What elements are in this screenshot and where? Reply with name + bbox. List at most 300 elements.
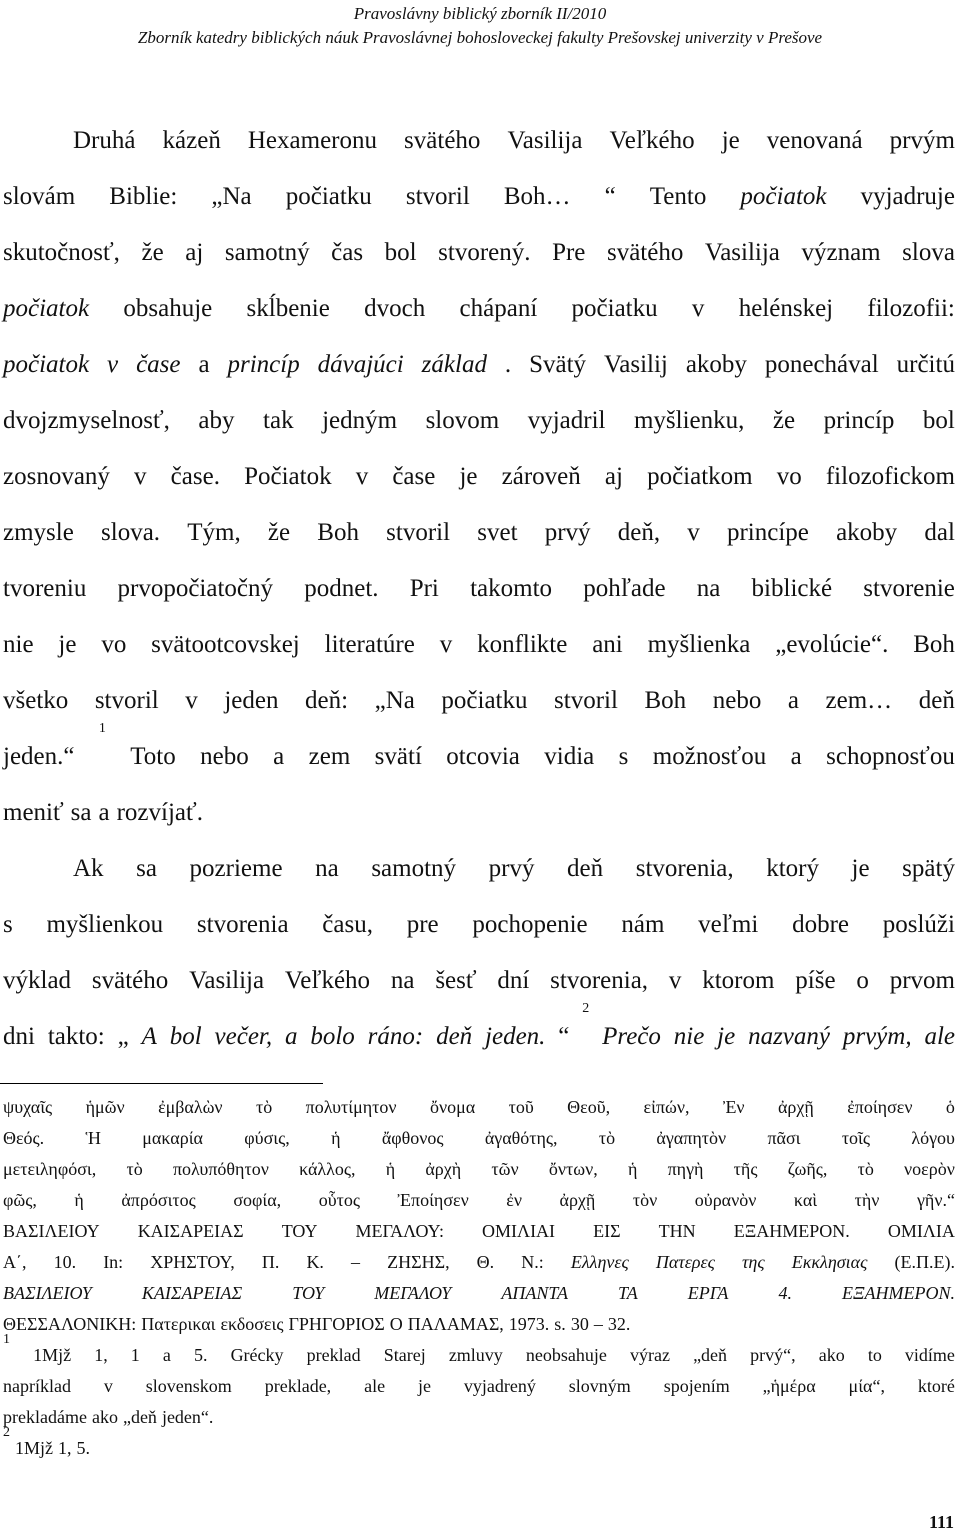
word: tak [263, 407, 294, 434]
word: stvorenia, [550, 967, 649, 994]
word: ὄντων, [548, 1159, 598, 1179]
word: slovom [425, 407, 500, 434]
word: Κ. [306, 1252, 324, 1272]
word: ΤΑ [618, 1283, 638, 1303]
word: deň [918, 687, 955, 714]
word: v [107, 351, 119, 378]
word: 4. [778, 1283, 792, 1303]
word: bolo [310, 1023, 355, 1050]
word: ponechával [764, 351, 879, 378]
word: o [856, 967, 869, 994]
word: καὶ [793, 1190, 818, 1210]
word: Ἐν [722, 1097, 745, 1117]
body-line [3, 897, 955, 953]
word: Vasilija [189, 967, 265, 994]
word: 10. [53, 1252, 77, 1272]
word: bol [169, 1023, 202, 1050]
word: čase [392, 463, 436, 490]
word: ἀρχῇ [777, 1097, 814, 1117]
word: svätí [374, 743, 422, 770]
word: 32. [607, 1314, 631, 1334]
word: Toto [130, 743, 176, 770]
word: základ [421, 351, 487, 378]
word: Boh [913, 631, 955, 658]
word: “ [558, 1023, 570, 1050]
word: Θεοῦ, [567, 1097, 611, 1117]
word: s [3, 911, 13, 938]
word: τὸ [126, 1159, 143, 1179]
word: ἐμβαλὼν [158, 1097, 223, 1117]
word: v [185, 687, 198, 714]
word: ΟΜΙΛΙΑ [887, 1221, 955, 1241]
word: v [103, 1376, 113, 1396]
word: ἀγαπητὸν [656, 1128, 727, 1148]
word: stvoril [405, 183, 470, 210]
word: myšlienku, [633, 407, 745, 434]
word: 5. [193, 1345, 208, 1365]
word: zmluvy [448, 1345, 503, 1365]
word: a [273, 743, 285, 770]
word: πολυπόθητον [172, 1159, 269, 1179]
word: ΒΑΣΙΛΕΙΟΥ [3, 1221, 100, 1241]
word: samotný [371, 855, 457, 882]
word: nazvaný [748, 1023, 830, 1050]
word: Tento [649, 183, 707, 210]
footnote-line [3, 1216, 955, 1247]
word: τὸ [857, 1159, 874, 1179]
body-line [3, 673, 955, 729]
word: svätootcovskej [151, 631, 300, 658]
word: Pri [409, 575, 439, 602]
word: „ἡμέρα [762, 1376, 816, 1396]
word: „Na [374, 687, 415, 714]
word: bol [384, 239, 417, 266]
footnote-ref: 2 [582, 1001, 590, 1016]
word: Starej [383, 1345, 426, 1365]
word: Π. [261, 1252, 280, 1272]
word: Πατερες [655, 1252, 715, 1272]
word: deň: [305, 687, 349, 714]
word: – [593, 1314, 603, 1334]
word: samotný [224, 239, 310, 266]
word: aby [198, 407, 235, 434]
word: ako [818, 1345, 845, 1365]
word: Πατερικαι [141, 1314, 216, 1334]
word: Veľkého [284, 967, 371, 994]
word: princípe [726, 519, 809, 546]
word: ἄφθονος [381, 1128, 444, 1148]
word: slova [902, 239, 955, 266]
word: aj [185, 239, 204, 266]
word: rozvíjať. [116, 799, 203, 826]
word: princíp [823, 407, 895, 434]
word: Prečo [602, 1023, 661, 1050]
word: ráno: [367, 1023, 424, 1050]
word: ΜΕΓΑΛΟΥ: [355, 1221, 444, 1241]
word: určitú [896, 351, 955, 378]
journal-title: Pravoslávny biblický zborník II/2010 [353, 4, 607, 23]
word: οὗτος [318, 1190, 360, 1210]
word: svätého [606, 239, 684, 266]
word: skĺbenie [246, 295, 330, 322]
word: ΓΡΗΓΟΡΙΟΣ [288, 1314, 385, 1334]
word: je [417, 1376, 431, 1396]
word: εἰπών, [643, 1097, 690, 1117]
word: nám [621, 911, 665, 938]
word: 5. [76, 1438, 90, 1458]
word: slovenskom [145, 1376, 232, 1396]
word: šesť [435, 967, 477, 994]
word: γῆν.“ [916, 1190, 955, 1210]
word: Vasilij [603, 351, 668, 378]
word: počiatok [740, 183, 827, 210]
word: prvým, [842, 1023, 912, 1050]
word: to [867, 1345, 882, 1365]
word: οὐρανὸν [694, 1190, 757, 1210]
word: τοῦ [508, 1097, 534, 1117]
word: počiatku [571, 295, 658, 322]
word: slovám [3, 183, 76, 210]
word: (Ε.Π.Ε). [894, 1252, 955, 1272]
word: chápaní [459, 295, 538, 322]
body-line [3, 953, 955, 1009]
journal-subtitle: Zborník katedry biblických náuk Pravoslávnej bohosloveckej fakulty Prešovskej univerzity v Prešove [137, 28, 823, 47]
word: ψυχαῖς [3, 1097, 53, 1117]
body-line [3, 113, 955, 169]
word: εκδοσεις [220, 1314, 284, 1334]
word: čase. [170, 463, 220, 490]
word: na [390, 967, 415, 994]
word: a [98, 799, 110, 826]
word: vo [101, 631, 127, 658]
word: A [141, 1023, 157, 1050]
word: zároveň [501, 463, 581, 490]
word: princíp [227, 351, 300, 378]
word: Α΄, [3, 1252, 27, 1272]
word: Θ. [476, 1252, 495, 1272]
word: πολυτίμητον [305, 1097, 397, 1117]
footnote-line [3, 1185, 955, 1216]
running-header [0, 2, 960, 50]
word: ἡ [331, 1128, 341, 1148]
word: venovaná [766, 127, 863, 154]
footnote-line [3, 1154, 955, 1185]
word: dvoch [364, 295, 426, 322]
word: svätého [404, 127, 481, 154]
footnote-divider [0, 1083, 323, 1084]
word: Veľkého [609, 127, 695, 154]
word: Ἐποίησεν [397, 1190, 469, 1210]
word: helénskej [738, 295, 834, 322]
word: stvorenia [196, 911, 289, 938]
word: akoby [836, 519, 898, 546]
word: je [58, 631, 77, 658]
footnote-ref: 1 [3, 1332, 10, 1347]
word: sa [136, 855, 157, 882]
footnotes [3, 1092, 955, 1464]
word: ΚΑΙΣΑΡΕΙΑΣ [141, 1283, 243, 1303]
word: ktorý [766, 855, 819, 882]
word: Počiatok [244, 463, 332, 490]
word: . [504, 351, 512, 378]
word: pohľade [583, 575, 666, 602]
word: v [668, 967, 682, 994]
word: 1 [130, 1345, 140, 1365]
word: Ak [73, 855, 104, 882]
word: je [721, 127, 740, 154]
body-line [3, 721, 955, 785]
word: s. [554, 1314, 566, 1334]
word: ἡμῶν [85, 1097, 125, 1117]
word: stvorený. [438, 239, 531, 266]
footnote-ref: 2 [3, 1425, 10, 1440]
word: φῶς, [3, 1190, 37, 1210]
footnote-line [3, 1402, 955, 1433]
word: píše [795, 967, 836, 994]
word: dvojzmyselnosť, [3, 407, 170, 434]
word: večer, [214, 1023, 273, 1050]
word: Boh… [503, 183, 571, 210]
word: slovným [568, 1376, 631, 1396]
word: nie [673, 1023, 705, 1050]
word: prvopočiatočný [117, 575, 274, 602]
word: v [687, 519, 700, 546]
word: vidia [544, 743, 595, 770]
word: τὸ [255, 1097, 273, 1117]
word: literatúre [324, 631, 415, 658]
word: Εκκλησιας [791, 1252, 868, 1272]
word: μία“, [848, 1376, 885, 1396]
word: význam [801, 239, 881, 266]
word: της [741, 1252, 765, 1272]
word: v [439, 631, 453, 658]
body-line [3, 1001, 955, 1065]
word: 1Mjž [15, 1438, 53, 1458]
word: stvorenia, [635, 855, 734, 882]
word: Ελληνες [570, 1252, 629, 1272]
word: ΕΡΓΑ [687, 1283, 729, 1303]
body-line [3, 393, 955, 449]
word: s [618, 743, 629, 770]
word: ἀρχῇ [559, 1190, 596, 1210]
word: v [355, 463, 369, 490]
word: ΜΕΓΑΛΟΥ [374, 1283, 452, 1303]
word: skutočnosť, [3, 239, 120, 266]
word: schopnosťou [826, 743, 955, 770]
footnote-ref: 1 [98, 721, 106, 736]
word: stvoril [386, 519, 451, 546]
body-line [3, 505, 955, 561]
word: τὸν [632, 1190, 658, 1210]
footnote-line [3, 1332, 955, 1371]
body-line [3, 617, 955, 673]
word: ΤΟΥ [292, 1283, 325, 1303]
word: ktoré [917, 1376, 955, 1396]
word: meniť [3, 799, 64, 826]
main-text [3, 113, 955, 1065]
word: a [790, 743, 802, 770]
word: na [315, 855, 339, 882]
word: μετειληφόσι, [3, 1159, 97, 1179]
word: – [351, 1252, 361, 1272]
word: vyjadruje [860, 183, 955, 210]
word: počiatok [3, 351, 90, 378]
word: ἐποίησεν [847, 1097, 913, 1117]
word: φύσις, [244, 1128, 290, 1148]
word: konflikte [477, 631, 568, 658]
word: dní [497, 967, 530, 994]
word: je [717, 1023, 736, 1050]
word: κάλλος, [299, 1159, 356, 1179]
body-line [3, 225, 955, 281]
body-line [3, 337, 955, 393]
word: deň, [617, 519, 661, 546]
word: Grécky [230, 1345, 284, 1365]
word: ἡ [627, 1159, 638, 1179]
word: ΤΟΥ [281, 1221, 318, 1241]
word: ΤΗΝ [658, 1221, 696, 1241]
word: jeden. [485, 1023, 546, 1050]
word: Ο [389, 1314, 403, 1334]
word: In: [103, 1252, 124, 1272]
page-number: 111 [928, 1512, 954, 1532]
word: „Na [211, 183, 252, 210]
body-line [3, 561, 955, 617]
footnote-line [3, 1425, 955, 1464]
word: stvorenie [863, 575, 955, 602]
body-line [3, 449, 955, 505]
word: Boh [644, 687, 687, 714]
word: ἀρχὴ [425, 1159, 462, 1179]
word: sa [70, 799, 92, 826]
body-line [3, 785, 955, 841]
word: v [134, 463, 147, 490]
word: 1, [58, 1438, 72, 1458]
word: 1973. [508, 1314, 550, 1334]
footnote-line [3, 1309, 955, 1340]
word: prvý“, [750, 1345, 796, 1365]
word: Pre [552, 239, 586, 266]
word: stvoril [554, 687, 618, 714]
word: ΘΕΣΣΑΛΟΝΙΚΗ: [3, 1314, 137, 1334]
word: ἀπρόσιτος [121, 1190, 196, 1210]
word: svätého [91, 967, 169, 994]
word: myšlienka [647, 631, 751, 658]
word: otcovia [446, 743, 520, 770]
word: Tým, [187, 519, 241, 546]
word: ἀγαθότης, [484, 1128, 558, 1148]
word: výraz [629, 1345, 670, 1365]
word: vo [776, 463, 802, 490]
word: ΕΞΑΗΜΕΡΟΝ. [841, 1283, 955, 1303]
word: a [162, 1345, 171, 1365]
word: nie [3, 631, 34, 658]
word: „ [117, 1023, 129, 1050]
word: a [284, 1023, 298, 1050]
word: pozrieme [189, 855, 283, 882]
word: takomto [470, 575, 553, 602]
word: pochopenie [472, 911, 588, 938]
word: Vasilija [507, 127, 583, 154]
word: 30 [570, 1314, 589, 1334]
word: Ἡ [85, 1128, 101, 1148]
word: akoby [685, 351, 747, 378]
word: „deň [122, 1407, 157, 1427]
word: Θεός. [3, 1128, 45, 1148]
word: veľmi [698, 911, 759, 938]
word: λόγου [911, 1128, 955, 1148]
word: počiatok [3, 295, 90, 322]
word: všetko [3, 687, 69, 714]
word: jeden.“ [3, 743, 75, 770]
word: filozofickom [825, 463, 955, 490]
word: filozofii: [867, 295, 955, 322]
word: myšlienkou [46, 911, 164, 938]
word: prvom [889, 967, 955, 994]
word: bol [922, 407, 955, 434]
word: ζωῆς, [787, 1159, 828, 1179]
word: ἡ [385, 1159, 396, 1179]
word: “ [604, 183, 616, 210]
word: podnet. [304, 575, 379, 602]
word: spojením [663, 1376, 730, 1396]
word: je [459, 463, 478, 490]
word: čas [331, 239, 364, 266]
body-line [3, 841, 955, 897]
word: je [851, 855, 870, 882]
word: 1, [94, 1345, 108, 1365]
footnote-line [3, 1247, 955, 1278]
word: dávajúci [317, 351, 404, 378]
word: 1Mjž [33, 1345, 72, 1365]
word: Vasilija [704, 239, 780, 266]
word: aj [604, 463, 623, 490]
word: jeden [224, 687, 279, 714]
word: neobsahuje [525, 1345, 607, 1365]
word: pre [406, 911, 439, 938]
word: výklad [3, 967, 72, 994]
word: poslúži [882, 911, 955, 938]
word: ἡ [74, 1190, 84, 1210]
word: čase [136, 351, 181, 378]
word: τοῖς [841, 1128, 871, 1148]
word: ani [592, 631, 623, 658]
word: νοερὸν [904, 1159, 955, 1179]
word: dobre [792, 911, 849, 938]
word: tvoreniu [3, 575, 87, 602]
word: σοφία, [233, 1190, 282, 1210]
word: že [141, 239, 164, 266]
word: vyjadril [527, 407, 606, 434]
word: ale [364, 1376, 386, 1396]
word: že [267, 519, 291, 546]
word: μακαρία [142, 1128, 203, 1148]
word: Svätý [529, 351, 587, 378]
footnote-line [3, 1371, 955, 1402]
word: jedným [322, 407, 398, 434]
word: preklad [306, 1345, 361, 1365]
word: prvý [544, 519, 591, 546]
word: ΚΑΙΣΑΡΕΙΑΣ [137, 1221, 244, 1241]
word: nebo [200, 743, 249, 770]
footnote-line [3, 1092, 955, 1123]
word: nebo [712, 687, 762, 714]
word: τῆς [733, 1159, 758, 1179]
word: času, [322, 911, 373, 938]
word: τῶν [491, 1159, 519, 1179]
footnote-line [3, 1278, 955, 1309]
word: vyjadrený [463, 1376, 536, 1396]
